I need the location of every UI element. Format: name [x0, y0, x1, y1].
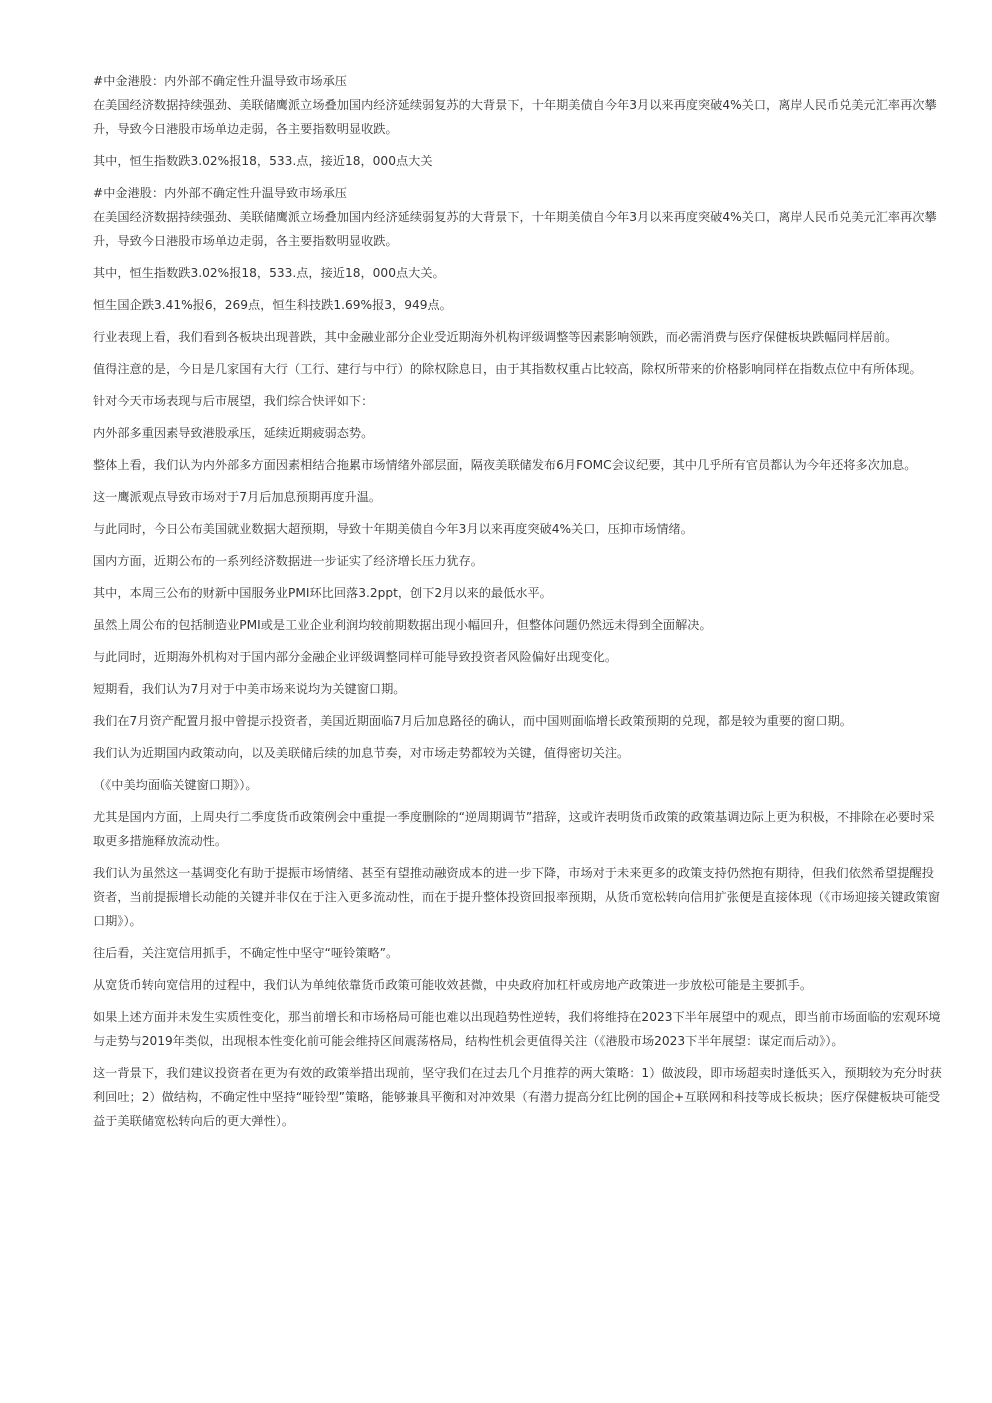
paragraph: 行业表现上看，我们看到各板块出现普跌，其中金融业部分企业受近期海外机构评级调整等因素影响领跌，而必需消费与医疗保健板块跌幅同样居前。 — [93, 330, 898, 344]
article-heading: #中金港股：内外部不确定性升温导致市场承压 — [93, 186, 347, 200]
paragraph: 在美国经济数据持续强劲、美联储鹰派立场叠加国内经济延续弱复苏的大背景下，十年期美债自今年3月以来再度突破4%关口，离岸人民币兑美元汇率再次攀升，导致今日港股市场单边走弱，各主要指数明显收跌。 — [93, 98, 937, 136]
paragraph: 这一鹰派观点导致市场对于7月后加息预期再度升温。 — [93, 490, 382, 504]
paragraph: 与此同时，今日公布美国就业数据大超预期，导致十年期美债自今年3月以来再度突破4%关口，压抑市场情绪。 — [93, 522, 693, 536]
paragraph: 值得注意的是，今日是几家国有大行（工行、建行与中行）的除权除息日，由于其指数权重占比较高，除权所带来的价格影响同样在指数点位中有所体现。 — [93, 362, 922, 376]
article-heading: #中金港股：内外部不确定性升温导致市场承压 — [93, 74, 347, 88]
paragraph: 针对今天市场表现与后市展望，我们综合快评如下： — [93, 394, 374, 408]
paragraph: 如果上述方面并未发生实质性变化，那当前增长和市场格局可能也难以出现趋势性逆转，我们将维持在2023下半年展望中的观点，即当前市场面临的宏观环境与走势与2019年类似，出现根本性变化前可能会维持区间震荡格局，结构性机会更值得关注（《港股市场2023下半年展望：谋定而后动》）。 — [93, 1010, 941, 1048]
paragraph: 其中，恒生指数跌3.02%报18，533.点，接近18，000点大关。 — [93, 266, 445, 280]
section-point: 内外部多重因素导致港股承压，延续近期疲弱态势。 — [93, 426, 374, 440]
paragraph: 恒生国企跌3.41%报6，269点，恒生科技跌1.69%报3，949点。 — [93, 298, 452, 312]
section-point: 往后看，关注宽信用抓手，不确定性中坚守“哑铃策略”。 — [93, 946, 399, 960]
section-point: 短期看，我们认为7月对于中美市场来说均为关键窗口期。 — [93, 682, 406, 696]
paragraph: 在美国经济数据持续强劲、美联储鹰派立场叠加国内经济延续弱复苏的大背景下，十年期美债自今年3月以来再度突破4%关口，离岸人民币兑美元汇率再次攀升，导致今日港股市场单边走弱，各主要指数明显收跌。 — [93, 210, 937, 248]
paragraph: 尤其是国内方面，上周央行二季度货币政策例会中重提一季度删除的“逆周期调节”措辞，这或许表明货币政策的政策基调边际上更为积极，不排除在必要时采取更多措施释放流动性。 — [93, 810, 935, 848]
paragraph: 与此同时，近期海外机构对于国内部分金融企业评级调整同样可能导致投资者风险偏好出现变化。 — [93, 650, 618, 664]
paragraph: 其中，本周三公布的财新中国服务业PMI环比回落3.2ppt，创下2月以来的最低水平。 — [93, 586, 552, 600]
paragraph: 我们在7月资产配置月报中曾提示投资者，美国近期面临7月后加息路径的确认，而中国则面临增长政策预期的兑现，都是较为重要的窗口期。 — [93, 714, 852, 728]
paragraph: 我们认为近期国内政策动向，以及美联储后续的加息节奏，对市场走势都较为关键，值得密切关注。 — [93, 746, 630, 760]
paragraph: 国内方面，近期公布的一系列经济数据进一步证实了经济增长压力犹存。 — [93, 554, 483, 568]
article-body — [93, 69, 943, 1141]
paragraph: （《中美均面临关键窗口期》）。 — [93, 778, 258, 792]
paragraph: 我们认为虽然这一基调变化有助于提振市场情绪、甚至有望推动融资成本的进一步下降，市场对于未来更多的政策支持仍然抱有期待，但我们依然希望提醒投资者，当前提振增长动能的关键并非仅在于注入更多流动性，而在于提升整体投资回报率预期，从货币宽松转向信用扩张便是直接体现（《市场迎接关键政策窗口期》）。 — [93, 866, 941, 928]
paragraph: 从宽货币转向宽信用的过程中，我们认为单纯依靠货币政策可能收效甚微，中央政府加杠杆或房地产政策进一步放松可能是主要抓手。 — [93, 978, 813, 992]
paragraph: 其中，恒生指数跌3.02%报18，533.点，接近18，000点大关 — [93, 154, 433, 168]
paragraph: 这一背景下，我们建议投资者在更为有效的政策举措出现前，坚守我们在过去几个月推荐的两大策略：1）做波段，即市场超卖时逢低买入，预期较为充分时获利回吐；2）做结构，不确定性中坚持“哑铃型”策略，能够兼具平衡和对冲效果（有潜力提高分红比例的国企+互联网和科技等成长板块；医疗保健板块可能受益于美联储宽松转向后的更大弹性）。 — [93, 1066, 942, 1128]
paragraph: 整体上看，我们认为内外部多方面因素相结合拖累市场情绪外部层面，隔夜美联储发布6月FOMC会议纪要，其中几乎所有官员都认为今年还将多次加息。 — [93, 458, 917, 472]
paragraph: 虽然上周公布的包括制造业PMI或是工业企业利润均较前期数据出现小幅回升，但整体问题仍然远未得到全面解决。 — [93, 618, 712, 632]
